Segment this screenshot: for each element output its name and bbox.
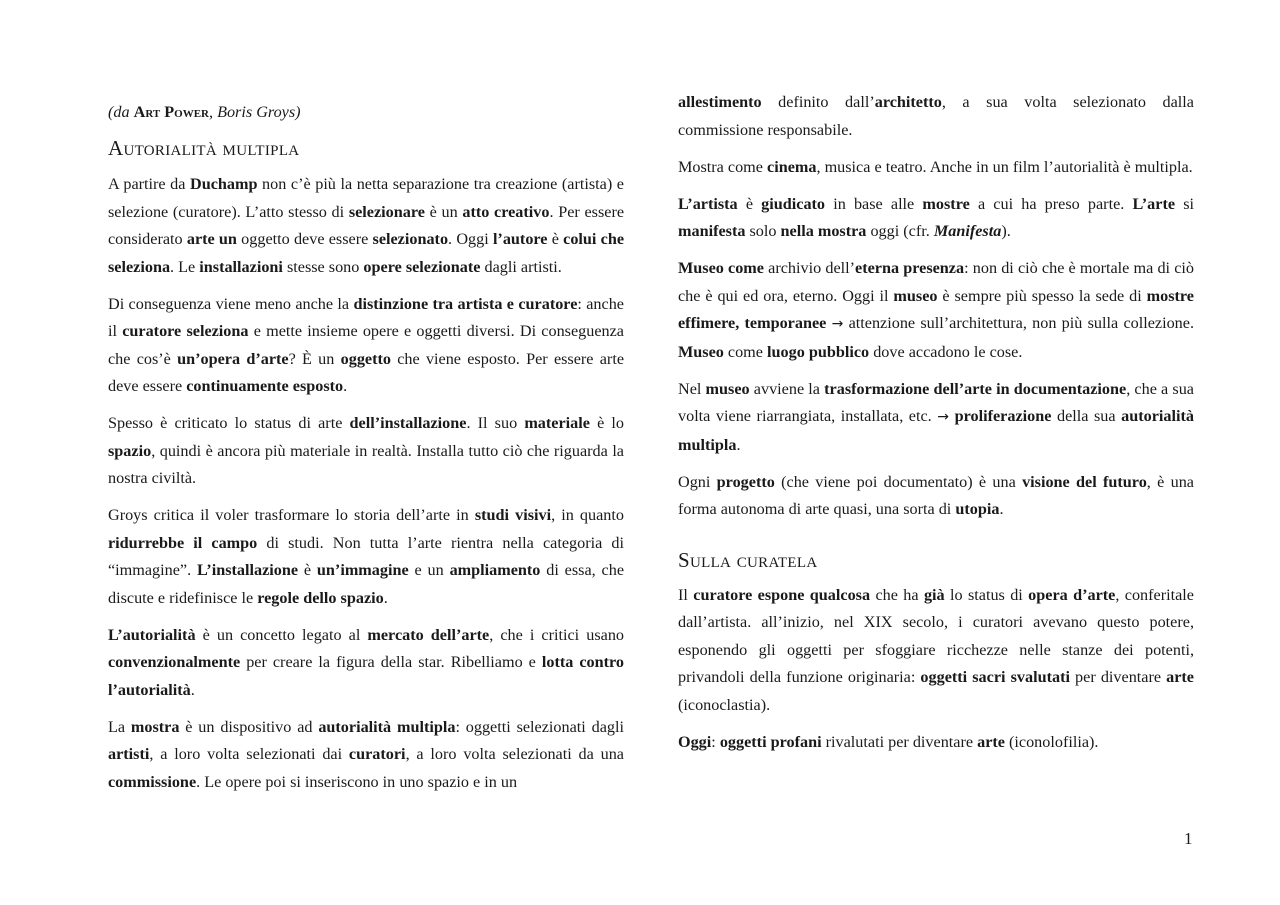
bold-term: museo (705, 379, 750, 398)
bold-term: distinzione tra artista e curatore (353, 294, 578, 313)
paragraph: La mostra è un dispositivo ad autorialità multipla: oggetti selezionati dagli artisti, a loro volta selezionati dai curatori, a loro volta selezionati da una commissione. Le opere poi si inseriscono in uno spazio e in un (108, 717, 624, 791)
paragraph: Museo come archivio dell’eterna presenza: non di ciò che è mortale ma di ciò che è qui ed ora, eterno. Oggi il museo è sempre più spesso la sede di mostre effimere, temporanee → attenzione sull’architettura, non più sulla collezione. Museo come luogo pubblico dove accadono le cose. (678, 259, 1194, 361)
paragraph: allestimento definito dall’architetto, a sua volta selezionato dalla commissione responsabile. (678, 93, 1194, 139)
bold-term: studi visivi (474, 506, 552, 524)
section-heading-curatela: Sulla curatela (678, 547, 818, 572)
bold-term: Oggi (678, 732, 712, 751)
bold-term: oggetti sacri svalutati (920, 668, 1070, 686)
bold-term: L’installazione (197, 561, 299, 579)
bold-term: mercato dell’arte (367, 625, 490, 644)
bold-term: eterna presenza (855, 259, 965, 277)
bold-term: curatori (348, 745, 406, 763)
bold-term: regole dello spazio (257, 588, 384, 607)
paragraph: Oggi: oggetti profani rivalutati per diventare arte (iconolofilia). (678, 732, 1099, 751)
source-citation: (da Art Power, Boris Groys) (108, 103, 301, 121)
bold-term: arte un (186, 230, 237, 248)
bold-term: un’opera d’arte (177, 349, 289, 368)
paragraph: Di conseguenza viene meno anche la distinzione tra artista e curatore: anche il curatore seleziona e mette insieme opere e oggetti diversi. Di conseguenza che cos’è un’opera d’arte? È un oggetto che viene esposto. Per essere arte deve essere continuamente esposto. (108, 294, 624, 395)
bold-term: continuamente esposto (186, 377, 344, 395)
paragraph: L’autorialità è un concetto legato al mercato dell’arte, che i critici usano convenzionalmente per creare la figura della star. Ribelliamo e lotta contro l’autorialità. (108, 625, 625, 699)
bold-term: Museo (678, 342, 724, 361)
arrow-right-icon: → (937, 409, 950, 425)
bold-term: mostre (922, 194, 970, 213)
bold-term: autorialità multipla (318, 717, 456, 736)
bold-term: selezionato (372, 230, 449, 248)
bold-term: artisti (108, 745, 150, 763)
paragraph: Il curatore espone qualcosa che ha già lo status di opera d’arte, conferitale dall’artista. all’inizio, nel XIX secolo, i curatori avevano questo potere, esponendo gli oggetti per sfoggiare ricchezze nelle stanze dei potenti, privandoli della funzione originaria: oggetti sacri svalutati per diventare arte (iconoclastia). (678, 585, 1194, 714)
bold-term: L’artista (678, 194, 738, 213)
bold-term: ampliamento (449, 561, 541, 579)
bold-term: lotta contro l’autorialità (108, 653, 624, 699)
page-number: 1 (1184, 829, 1193, 848)
paragraph: A partire da Duchamp non c’è più la netta separazione tra creazione (artista) e selezione (curatore). L’atto stesso di selezionare è un atto creativo. Per essere considerato arte un oggetto deve essere selezionato. Oggi l’autore è colui che seleziona. Le installazioni stesse sono opere selezionate dagli artisti. (108, 175, 625, 276)
bold-term: cinema (767, 157, 817, 176)
bold-term: convenzionalmente (108, 653, 241, 671)
arrow-right-icon: → (831, 316, 844, 332)
book-title: Art Power (133, 103, 209, 121)
bold-term: Duchamp (190, 175, 258, 193)
paragraph: L’artista è giudicato in base alle mostre a cui ha preso parte. L’arte si manifesta solo nella mostra oggi (cfr. Manifesta). (678, 194, 1195, 240)
bold-term: architetto (874, 93, 942, 111)
section-heading-autorialita: Autorialità multipla (108, 136, 300, 160)
bold-term: installazioni (199, 257, 283, 276)
bold-term: oggetto (340, 349, 391, 368)
bold-term: autorialità multipla (678, 407, 1194, 454)
paragraph: Groys critica il voler trasformare lo storia dell’arte in studi visivi, in quanto ridurrebbe il campo di studi. Non tutta l’arte rientra nella categoria di “immagine”. L’installazione è un’immagine e un ampliamento di essa, che discute e ridefinisce le regole dello spazio. (108, 506, 625, 607)
bold-term: curatore espone qualcosa (693, 585, 871, 604)
bold-term: selezionare (348, 202, 425, 221)
bold-term: ridurrebbe il campo (108, 533, 258, 552)
bold-term: mostre effimere, temporanee (678, 286, 1194, 332)
bold-term: proliferazione (954, 407, 1052, 425)
paragraph: Nel museo avviene la trasformazione dell’arte in documentazione, che a sua volta viene riarrangiata, installata, etc. → proliferazione della sua autorialità multipla. (678, 379, 1194, 454)
bold-term: mostra (130, 717, 180, 736)
bold-term: opera d’arte (1028, 585, 1116, 604)
bold-term: allestimento (678, 93, 762, 111)
bold-term: Museo come (678, 259, 764, 277)
bold-term: nella mostra (780, 222, 867, 240)
bold-term: L’autorialità (108, 625, 196, 644)
bold-term: commissione (108, 772, 197, 791)
bold-term: un’immagine (316, 561, 409, 579)
bold-term: L’arte (1132, 194, 1176, 213)
bold-term: atto creativo (462, 202, 550, 221)
bold-term: materiale (524, 414, 590, 432)
bold-term: utopia (955, 500, 1000, 518)
left-body (108, 171, 624, 806)
paragraph: Spesso è criticato lo status di arte dell’installazione. Il suo materiale è lo spazio, quindi è ancora più materiale in realtà. Installa tutto ciò che riguarda la nostra civiltà. (108, 414, 625, 487)
bold-term: spazio (108, 441, 152, 460)
bold-term: opere selezionate (363, 257, 481, 276)
bold-term: trasformazione dell’arte in documentazione (824, 379, 1127, 398)
bold-term: museo (893, 286, 938, 305)
bold-term: giudicato (761, 194, 826, 213)
paragraph: Mostra come cinema, musica e teatro. Anche in un film l’autorialità è multipla. (678, 157, 1193, 176)
bold-term: curatore seleziona (122, 322, 249, 340)
bold-term: luogo pubblico (767, 342, 870, 361)
bold-term: oggetti profani (719, 732, 822, 751)
emphasis-title: Manifesta (933, 222, 1002, 240)
bold-term: già (923, 585, 945, 604)
bold-term: l’autore (492, 230, 548, 248)
bold-term: progetto (716, 472, 775, 491)
bold-term: colui che seleziona (108, 230, 625, 276)
bold-term: dell’installazione (349, 414, 467, 432)
bold-term: manifesta (678, 222, 746, 240)
bold-term: arte (1166, 668, 1194, 686)
bold-term: arte (977, 732, 1005, 751)
right-body (678, 89, 1194, 766)
paragraph: Ogni progetto (che viene poi documentato) è una visione del futuro, è una forma autonoma di arte quasi, una sorta di utopia. (678, 472, 1194, 518)
bold-term: visione del futuro (1022, 472, 1147, 491)
